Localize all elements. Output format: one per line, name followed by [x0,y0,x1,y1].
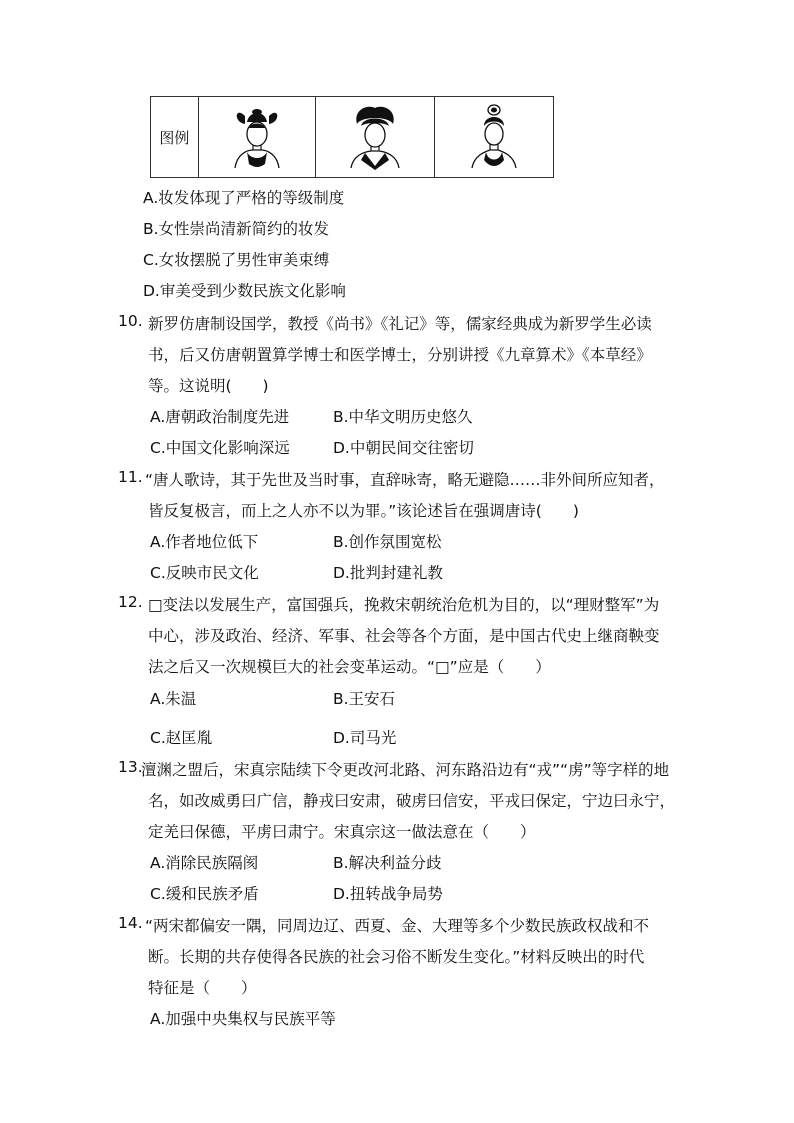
option-d: D.司马光 [333,729,397,747]
question-line: 中心，涉及政治、经济、军事、社会等各个方面，是中国古代史上继商鞅变 [148,627,660,645]
question-line: 断。长期的共存使得各民族的社会习俗不断发生变化。”材料反映出的时代 [148,948,645,966]
question-number: 13. [118,758,143,776]
question-number: 12. [118,593,143,611]
q9-option-c: C.女妆摆脱了男性审美束缚 [143,251,330,269]
option-d: D.扭转战争局势 [333,885,443,903]
legend-image-cell-2 [316,97,434,177]
q9-option-d: D.审美受到少数民族文化影响 [143,282,346,300]
question-line: 澶渊之盟后，宋真宗陆续下令更改河北路、河东路沿边有“戎”“虏”等字样的地 [141,761,670,779]
hairstyle-figure-3 [464,102,524,172]
q9-option-b: B.女性崇尚清新简约的妆发 [143,220,330,238]
option-c: C.缓和民族矛盾 [150,885,259,903]
question-line: “两宋都偏安一隅，同周边辽、西夏、金、大理等多个少数民族政权战和不 [145,917,650,935]
hairstyle-figure-2 [345,102,405,172]
question-line: 名，如改威勇曰广信，静戎曰安肃，破虏曰信安，平戎曰保定，宁边曰永宁， [148,792,676,810]
question-line: 法之后又一次规模巨大的社会变革运动。“□”应是（ ） [148,658,551,676]
option-b: B.中华文明历史悠久 [333,408,473,426]
question-number: 14. [118,914,143,932]
question-line: 书，后又仿唐朝置算学博士和医学博士，分别讲授《九章算术》《本草经》 [148,346,652,364]
option-a: A.唐朝政治制度先进 [150,408,290,426]
legend-table [150,96,554,178]
legend-label: 图例 [159,128,190,147]
hairstyle-figure-1 [227,102,287,172]
question-line: 新罗仿唐制设国学，教授《尚书》《礼记》等，儒家经典成为新罗学生必读 [148,315,652,333]
option-a: A.消除民族隔阂 [150,854,259,872]
option-a: A.作者地位低下 [150,533,259,551]
option-c: C.反映市民文化 [150,564,259,582]
legend-image-cell-3 [435,97,553,177]
question-number: 11. [118,468,143,486]
option-b: B.创作氛围宽松 [333,533,442,551]
option-c: C.赵匡胤 [150,729,213,747]
question-line: 等。这说明( ) [148,377,269,395]
option-a: A.朱温 [150,690,197,708]
legend-label-cell [151,97,199,177]
q9-option-a: A.妆发体现了严格的等级制度 [143,189,345,207]
legend-image-cell-1 [199,97,316,177]
question-line: 特征是（ ） [148,979,257,997]
option-a: A.加强中央集权与民族平等 [150,1010,336,1028]
question-line: 皆反复极言，而上之人亦不以为罪。”该论述旨在强调唐诗( ) [148,502,579,520]
question-number: 10. [118,312,143,330]
option-c: C.中国文化影响深远 [150,439,290,457]
option-b: B.解决利益分歧 [333,854,442,872]
option-b: B.王安石 [333,690,396,708]
question-line: □变法以发展生产，富国强兵，挽救宋朝统治危机为目的，以“理财整军”为 [148,596,660,614]
option-d: D.中朝民间交往密切 [333,439,474,457]
question-line: 定羌曰保德，平虏曰肃宁。宋真宗这一做法意在（ ） [148,823,536,841]
option-d: D.批判封建礼教 [333,564,443,582]
question-line: “唐人歌诗，其于先世及当时事，直辞咏寄，略无避隐……非外间所应知者， [145,471,665,489]
